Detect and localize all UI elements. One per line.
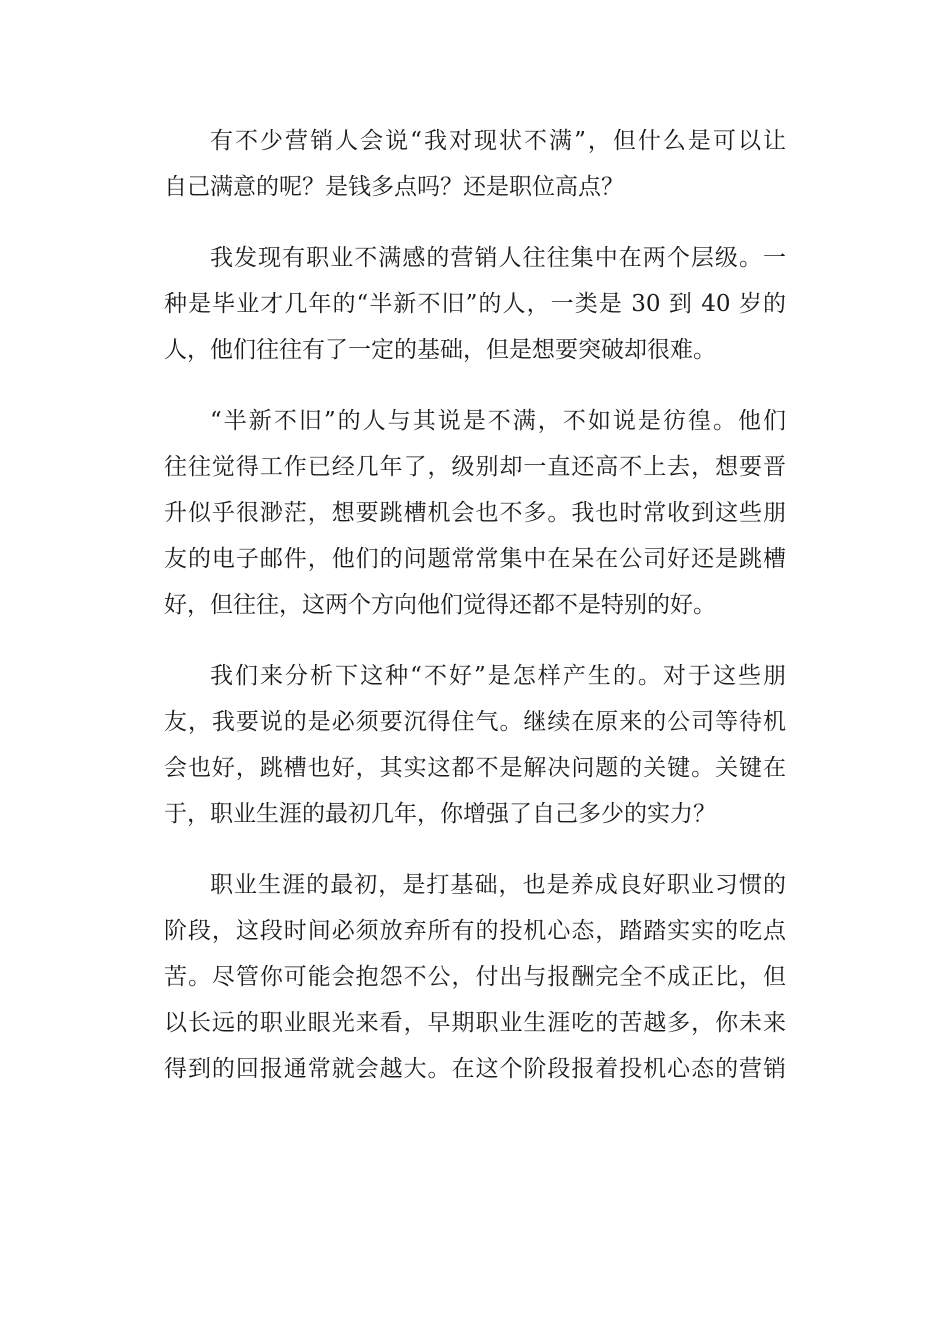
text-line: 自己满意的呢？是钱多点吗？还是职位高点？: [164, 174, 624, 200]
text-line: 往往觉得工作已经几年了，级别却一直还高不上去，想要晋: [164, 454, 786, 480]
paragraph-3: [164, 398, 786, 628]
text-line: 阶段，这段时间必须放弃所有的投机心态，踏踏实实的吃点: [164, 918, 786, 944]
text-line: 得到的回报通常就会越大。在这个阶段报着投机心态的营销: [164, 1056, 786, 1082]
text-line: 我们来分析下这种“不好”是怎样产生的。对于这些朋: [210, 663, 786, 689]
text-line: 以长远的职业眼光来看，早期职业生涯吃的苦越多，你未来: [164, 1010, 786, 1036]
text-line: 我发现有职业不满感的营销人往往集中在两个层级。一: [210, 245, 786, 271]
text-line: 友，我要说的是必须要沉得住气。继续在原来的公司等待机: [164, 709, 786, 735]
text-line: “半新不旧”的人与其说是不满，不如说是彷徨。他们: [210, 408, 786, 434]
paragraph-4: [164, 653, 786, 837]
paragraph-5: [164, 862, 786, 1092]
text-line: 好，但往往，这两个方向他们觉得还都不是特别的好。: [164, 592, 716, 618]
text-line: 人，他们往往有了一定的基础，但是想要突破却很难。: [164, 337, 716, 363]
document-body: [164, 118, 786, 1117]
text-line: 升似乎很渺茫，想要跳槽机会也不多。我也时常收到这些朋: [164, 500, 786, 526]
text-line: 苦。尽管你可能会抱怨不公，付出与报酬完全不成正比，但: [164, 964, 786, 990]
text-line: 会也好，跳槽也好，其实这都不是解决问题的关键。关键在: [164, 755, 786, 781]
text-line: 于，职业生涯的最初几年，你增强了自己多少的实力？: [164, 801, 716, 827]
text-line: 有不少营销人会说“我对现状不满”，但什么是可以让: [210, 128, 786, 154]
paragraph-1: [164, 118, 786, 210]
text-line: 种是毕业才几年的“半新不旧”的人，一类是 30 到 40 岁的: [164, 291, 786, 317]
paragraph-2: [164, 235, 786, 373]
text-line: 友的电子邮件，他们的问题常常集中在呆在公司好还是跳槽: [164, 546, 786, 572]
text-line: 职业生涯的最初，是打基础，也是养成良好职业习惯的: [210, 872, 786, 898]
